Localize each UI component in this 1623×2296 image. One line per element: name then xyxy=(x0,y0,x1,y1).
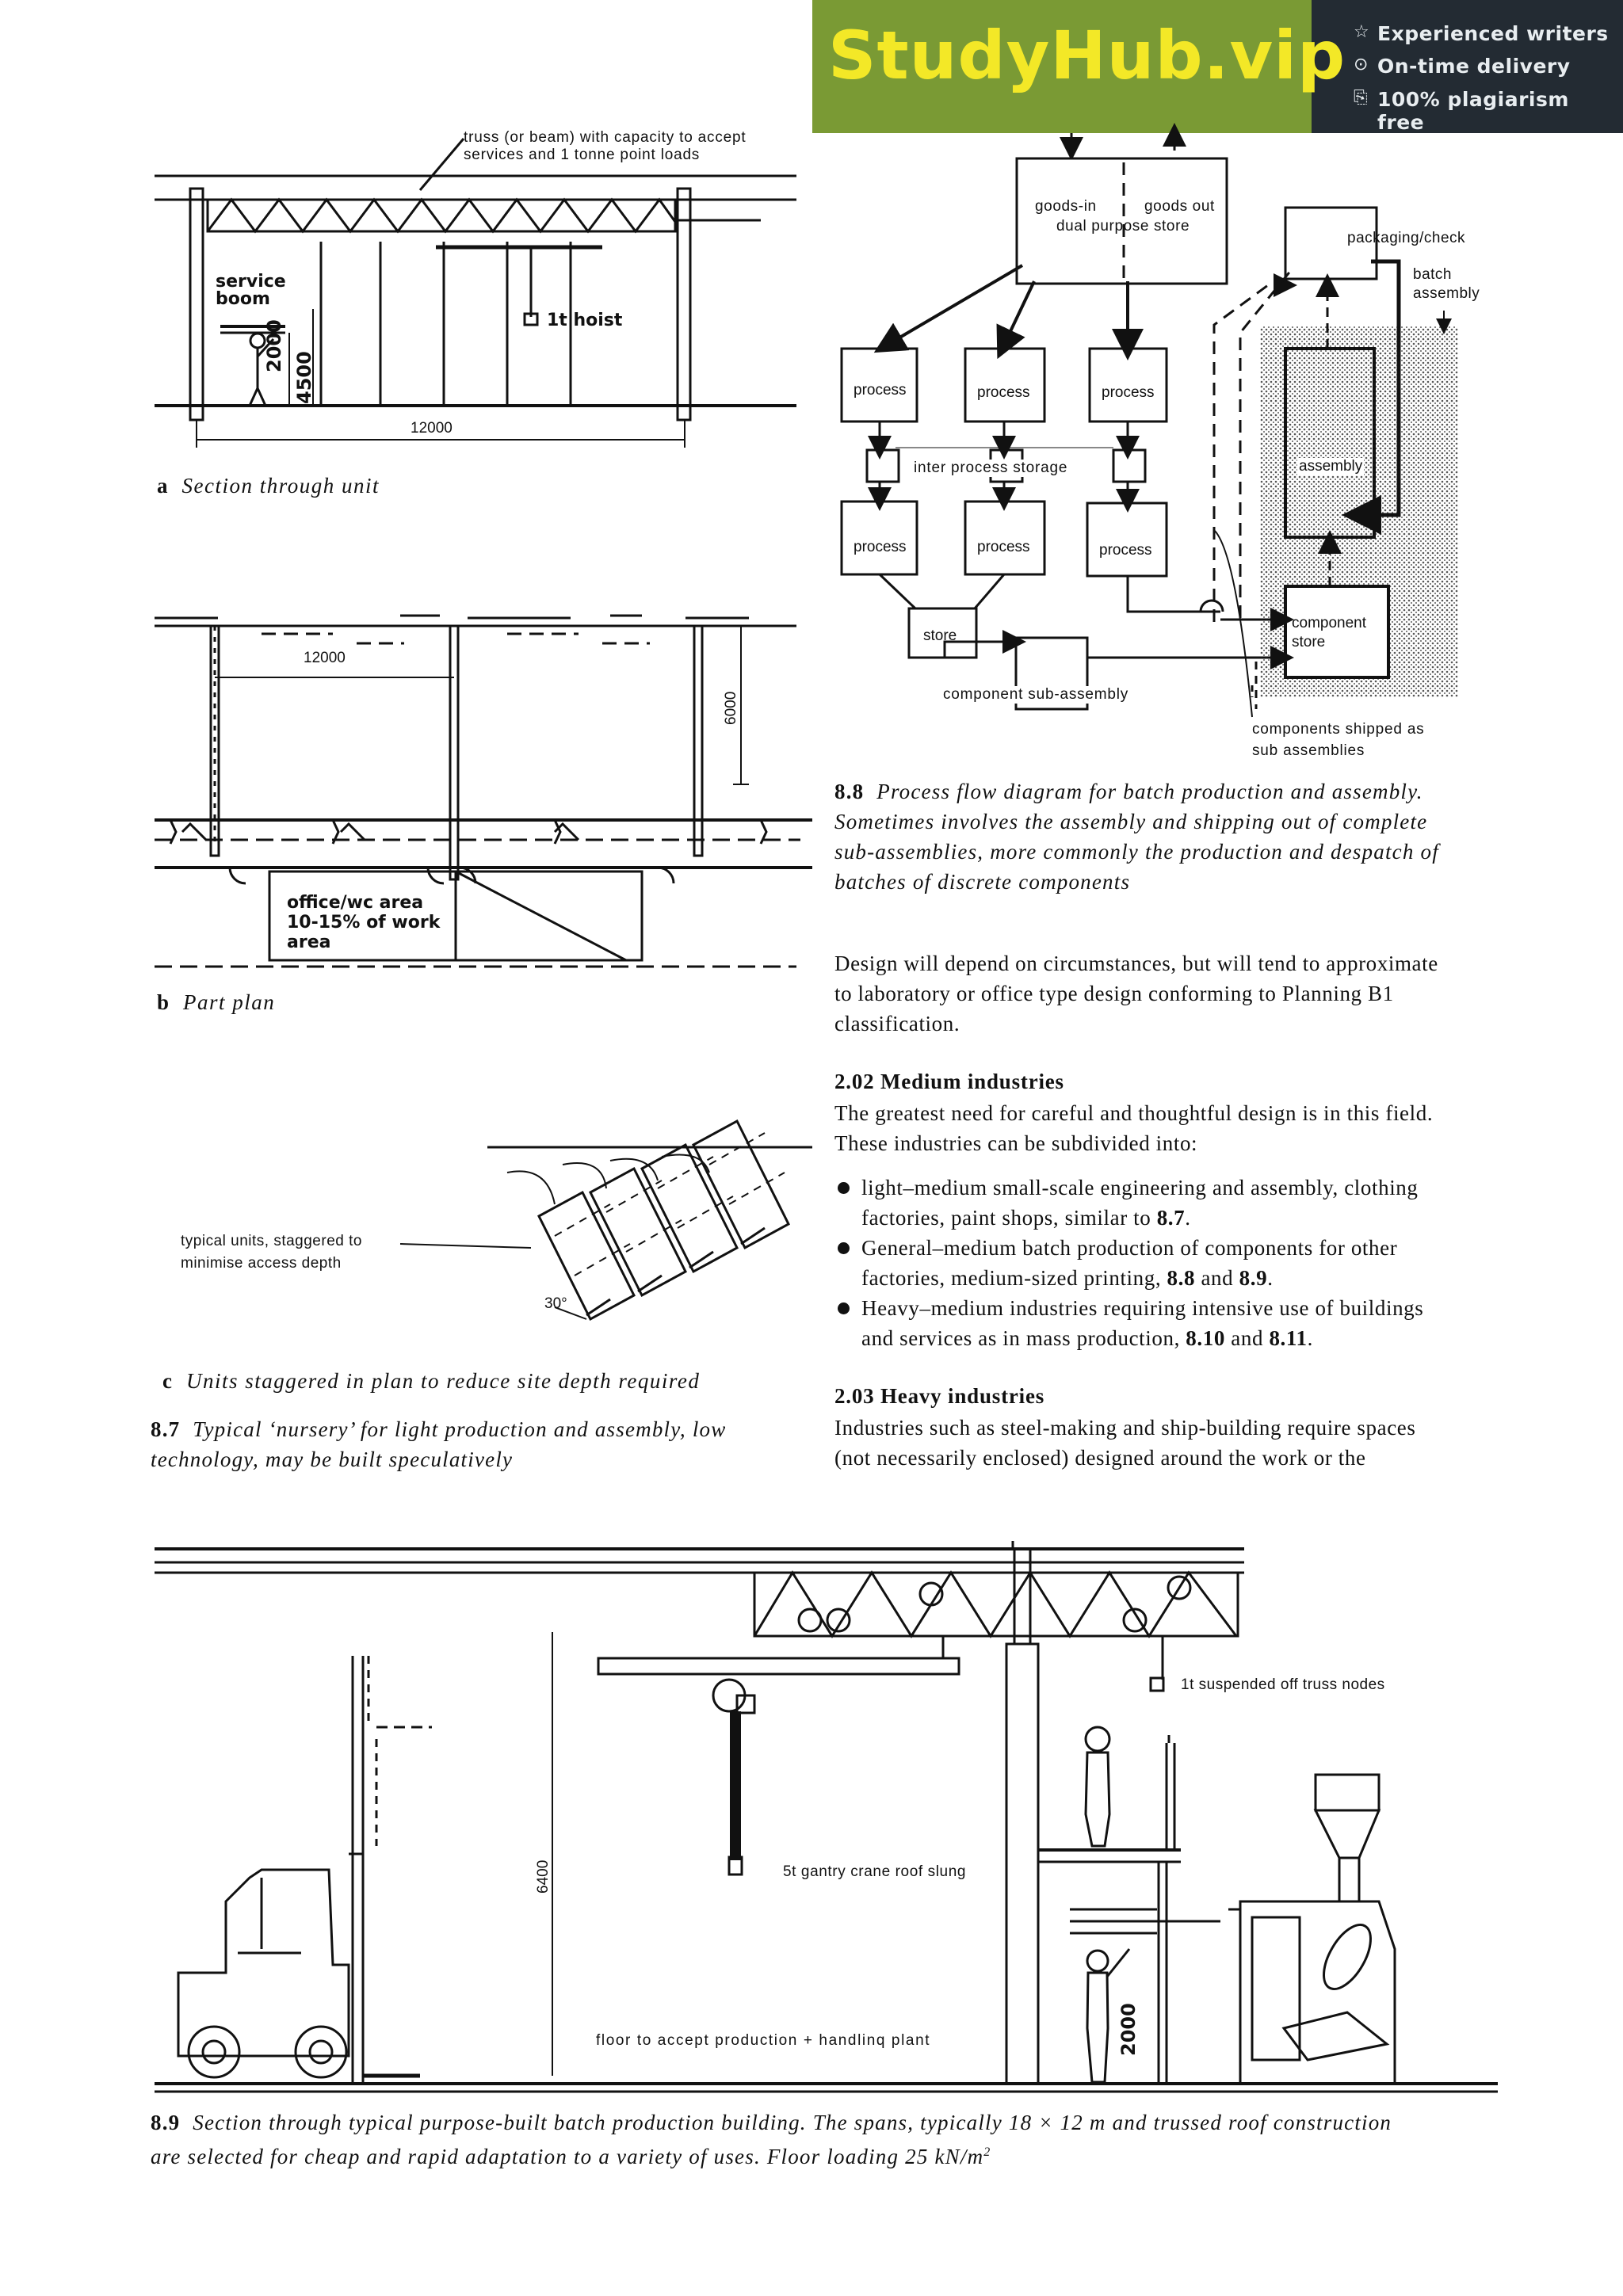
shipped-note-line2: sub assemblies xyxy=(1252,742,1365,759)
dual-store-label: dual purpose store xyxy=(1056,218,1190,235)
crane-note: 5t gantry crane roof slung xyxy=(783,1863,967,1880)
batch-assembly-line1: batch xyxy=(1413,266,1452,283)
caption-8-9-sup: 2 xyxy=(983,2145,991,2159)
ref-8-10[interactable]: 8.10 xyxy=(1186,1326,1225,1350)
ref-8-11[interactable]: 8.11 xyxy=(1269,1326,1308,1350)
feature-experienced: Experienced writers xyxy=(1377,22,1609,45)
dim-2000-label: 2000 xyxy=(263,319,285,372)
p203-line2: (not necessarily enclosed) designed around the work or the xyxy=(834,1446,1366,1470)
span-12000-a: 12000 xyxy=(411,420,453,437)
service-boom-line1: service xyxy=(216,272,286,292)
bullet2-line1: General–medium batch production of components for other xyxy=(861,1236,1398,1260)
truss-note-line1: truss (or beam) with capacity to accept xyxy=(464,129,747,146)
caption-8-9-line1 xyxy=(151,2107,1498,2138)
feature-plagiarism: 100% plagiarism free xyxy=(1377,88,1569,134)
bullet3-tail: . xyxy=(1307,1326,1313,1350)
span-12000-b: 12000 xyxy=(304,650,346,666)
caption-8-9-text2: are selected for cheap and rapid adaptation to a variety of uses. Floor loading 25 kN/m xyxy=(151,2145,984,2168)
p203-line1: Industries such as steel-making and ship-building require spaces xyxy=(834,1416,1416,1440)
p202-line2: These industries can be subdivided into: xyxy=(834,1131,1198,1155)
process-3-label: process xyxy=(1102,384,1155,401)
process-1-label: process xyxy=(854,382,907,399)
bullet2-and: and xyxy=(1201,1266,1234,1290)
feature-ontime: On-time delivery xyxy=(1377,55,1571,78)
hoist-label: 1t hoist xyxy=(547,311,623,330)
clock-icon: ⊙ xyxy=(1354,55,1369,74)
caption-text-c: Units staggered in plan to reduce site depth required xyxy=(185,1369,701,1393)
caption-letter-b: b xyxy=(157,990,170,1014)
goods-out-label: goods out xyxy=(1144,198,1215,215)
p202-line1: The greatest need for careful and thoughtful design is in this field. xyxy=(834,1101,1434,1125)
caption-text-a: Section through unit xyxy=(181,474,380,498)
office-note-line3: area xyxy=(287,933,331,952)
bullet1-line2: factories, paint shops, similar to xyxy=(861,1206,1157,1230)
heading-2-02: 2.02 Medium industries xyxy=(834,1070,1064,1093)
caption-8-8-line3: sub-assemblies, more commonly the production and despatch of xyxy=(834,840,1439,864)
ref-8-7[interactable]: 8.7 xyxy=(1156,1206,1186,1230)
angle-30: 30° xyxy=(544,1295,567,1312)
process-6-label: process xyxy=(1099,542,1152,559)
staggered-note-line2: minimise access depth xyxy=(181,1255,342,1272)
caption-text-b: Part plan xyxy=(183,990,276,1014)
service-boom-line2: boom xyxy=(216,289,270,309)
bullet2-line2: factories, medium-sized printing, xyxy=(861,1266,1167,1290)
process-4-label: process xyxy=(854,539,907,555)
intro-line2: to laboratory or office type design conforming to Planning B1 xyxy=(834,982,1394,1005)
dim-2000-89: 2000 xyxy=(1117,2003,1140,2056)
document-check-icon: ⎘ xyxy=(1354,88,1368,108)
process-5-label: process xyxy=(977,539,1030,555)
office-note-line2: 10-15% of work xyxy=(287,913,441,933)
dim-4500-label: 4500 xyxy=(293,351,315,404)
caption-number-8-9: 8.9 xyxy=(151,2111,181,2134)
assembly-label: assembly xyxy=(1299,458,1363,475)
depth-6000: 6000 xyxy=(723,691,739,725)
caption-number-8-8: 8.8 xyxy=(834,780,865,803)
bullet1-tail: . xyxy=(1185,1206,1191,1230)
caption-8-9-text1: Section through typical purpose-built batch production building. The spans, typically 18 × 12 m and trussed roof construction xyxy=(193,2111,1392,2134)
height-6400: 6400 xyxy=(535,1859,552,1894)
intro-line3: classification. xyxy=(834,1012,960,1035)
inter-process-label: inter process storage xyxy=(914,460,1068,476)
caption-number-8-7: 8.7 xyxy=(151,1417,181,1441)
star-icon: ☆ xyxy=(1354,22,1369,42)
intro-line1: Design will depend on circumstances, but will tend to approximate xyxy=(834,952,1438,975)
staggered-note-line1: typical units, staggered to xyxy=(181,1233,362,1249)
bullet2-tail: . xyxy=(1267,1266,1274,1290)
bullet3-line2: and services as in mass production, xyxy=(861,1326,1186,1350)
studyhub-logo[interactable]: StudyHub.vip xyxy=(828,17,1346,94)
packaging-label: packaging/check xyxy=(1347,230,1466,246)
truss-note-line2: services and 1 tonne point loads xyxy=(464,147,701,163)
caption-letter-c: c xyxy=(162,1369,174,1393)
component-store-line2: store xyxy=(1292,634,1326,650)
component-store-line1: component xyxy=(1292,615,1367,631)
ref-8-8[interactable]: 8.8 xyxy=(1167,1266,1196,1290)
bullet3-and: and xyxy=(1231,1326,1264,1350)
caption-8-9 xyxy=(151,2107,1498,2172)
component-sub-label: component sub-assembly xyxy=(943,686,1129,703)
batch-assembly-line2: assembly xyxy=(1413,285,1480,302)
heading-2-03: 2.03 Heavy industries xyxy=(834,1384,1045,1408)
caption-8-9-line2 xyxy=(151,2138,1498,2172)
caption-8-8-line2: Sometimes involves the assembly and shipping out of complete xyxy=(834,810,1428,833)
caption-text-8-7: Typical ‘nursery’ for light production and assembly, low technology, may be built speculatively xyxy=(151,1417,727,1471)
bullet3-line1: Heavy–medium industries requiring intensive use of buildings xyxy=(861,1296,1424,1320)
suspended-note: 1t suspended off truss nodes xyxy=(1181,1676,1385,1693)
bullet1-line1: light–medium small-scale engineering and assembly, clothing xyxy=(861,1176,1419,1199)
process-2-label: process xyxy=(977,384,1030,401)
caption-8-8-line4: batches of discrete components xyxy=(834,870,1131,894)
ref-8-9[interactable]: 8.9 xyxy=(1239,1266,1268,1290)
floor-note: floor to accept production + handlinq plant xyxy=(596,2032,931,2049)
office-note-line1: office/wc area xyxy=(287,893,424,913)
store-label: store xyxy=(923,627,957,644)
shipped-note-line1: components shipped as xyxy=(1252,721,1425,738)
caption-8-8-text1: Process flow diagram for batch production and assembly. xyxy=(876,780,1423,803)
caption-letter-a: a xyxy=(157,474,169,498)
goods-in-label: goods-in xyxy=(1035,198,1097,215)
